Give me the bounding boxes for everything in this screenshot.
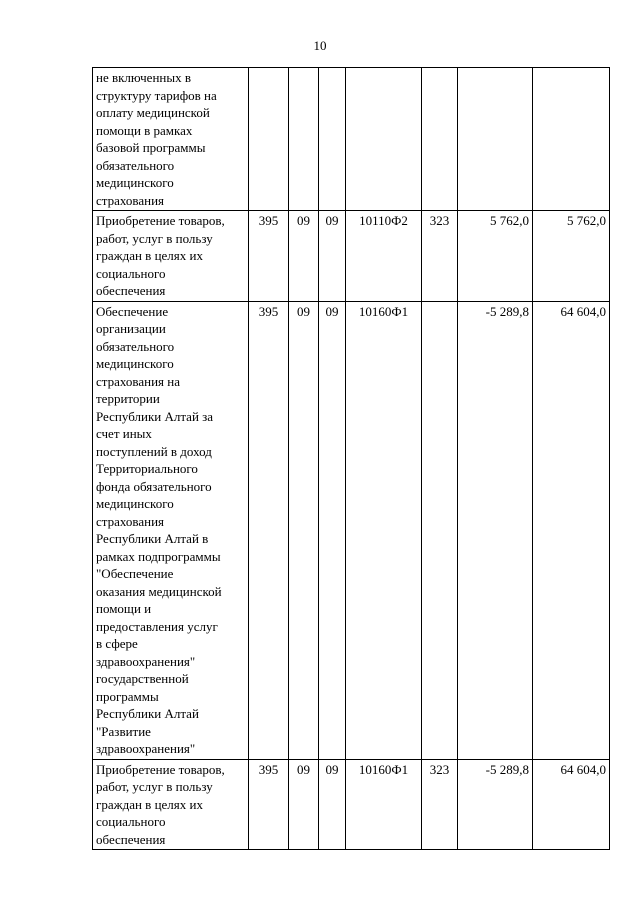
expense-type-cell: 323: [422, 759, 458, 850]
row-name-cell: [93, 301, 249, 759]
total-amount-cell: 64 604,0: [533, 301, 610, 759]
subsection-cell: [319, 68, 346, 211]
subsection-cell: 09: [319, 211, 346, 302]
row-name: Приобретение товаров, работ, услуг в пользу граждан в целях их социального обеспечения: [96, 213, 225, 298]
subsection-cell: 09: [319, 301, 346, 759]
table-row: [93, 68, 610, 211]
target-article-cell: 10160Ф1: [346, 301, 422, 759]
expense-type-cell: [422, 301, 458, 759]
admin-code-cell: [249, 68, 289, 211]
change-amount-cell: 5 762,0: [458, 211, 533, 302]
row-name-cell: [93, 211, 249, 302]
table-row: [93, 301, 610, 759]
total-amount-cell: [533, 68, 610, 211]
admin-code-cell: 395: [249, 759, 289, 850]
expense-type-cell: [422, 68, 458, 211]
budget-table: [92, 67, 610, 850]
section-cell: 09: [289, 301, 319, 759]
row-name: Приобретение товаров, работ, услуг в пользу граждан в целях их социального обеспечения: [96, 761, 225, 847]
admin-code-cell: 395: [249, 211, 289, 302]
row-name: не включенных в структуру тарифов на оплату медицинской помощи в рамках базовой программы обязательного медицинского страхования: [96, 70, 217, 208]
admin-code-cell: 395: [249, 301, 289, 759]
change-amount-cell: [458, 68, 533, 211]
total-amount-cell: 5 762,0: [533, 211, 610, 302]
section-cell: [289, 68, 319, 211]
row-name: Обеспечение организации обязательного медицинского страхования на территории Республики Алтай за счет иных поступлений в доход Территориального фонда обязательного медицинского страхования Республики Алтай в рамках подпрограммы "Обеспечение оказания медицинской помощи и предоставления услуг в сфере здравоохранения" государственной программы Республики Алтай "Развитие здравоохранения": [96, 303, 222, 756]
subsection-cell: 09: [319, 759, 346, 850]
target-article-cell: 10110Ф2: [346, 211, 422, 302]
row-name-cell: [93, 68, 249, 211]
target-article-cell: [346, 68, 422, 211]
change-amount-cell: -5 289,8: [458, 759, 533, 850]
section-cell: 09: [289, 759, 319, 850]
change-amount-cell: -5 289,8: [458, 301, 533, 759]
expense-type-cell: 323: [422, 211, 458, 302]
page-number: 10: [313, 38, 327, 53]
target-article-cell: 10160Ф1: [346, 759, 422, 850]
section-cell: 09: [289, 211, 319, 302]
table-row: [93, 759, 610, 850]
row-name-cell: [93, 759, 249, 850]
total-amount-cell: 64 604,0: [533, 759, 610, 850]
table-row: [93, 211, 610, 302]
